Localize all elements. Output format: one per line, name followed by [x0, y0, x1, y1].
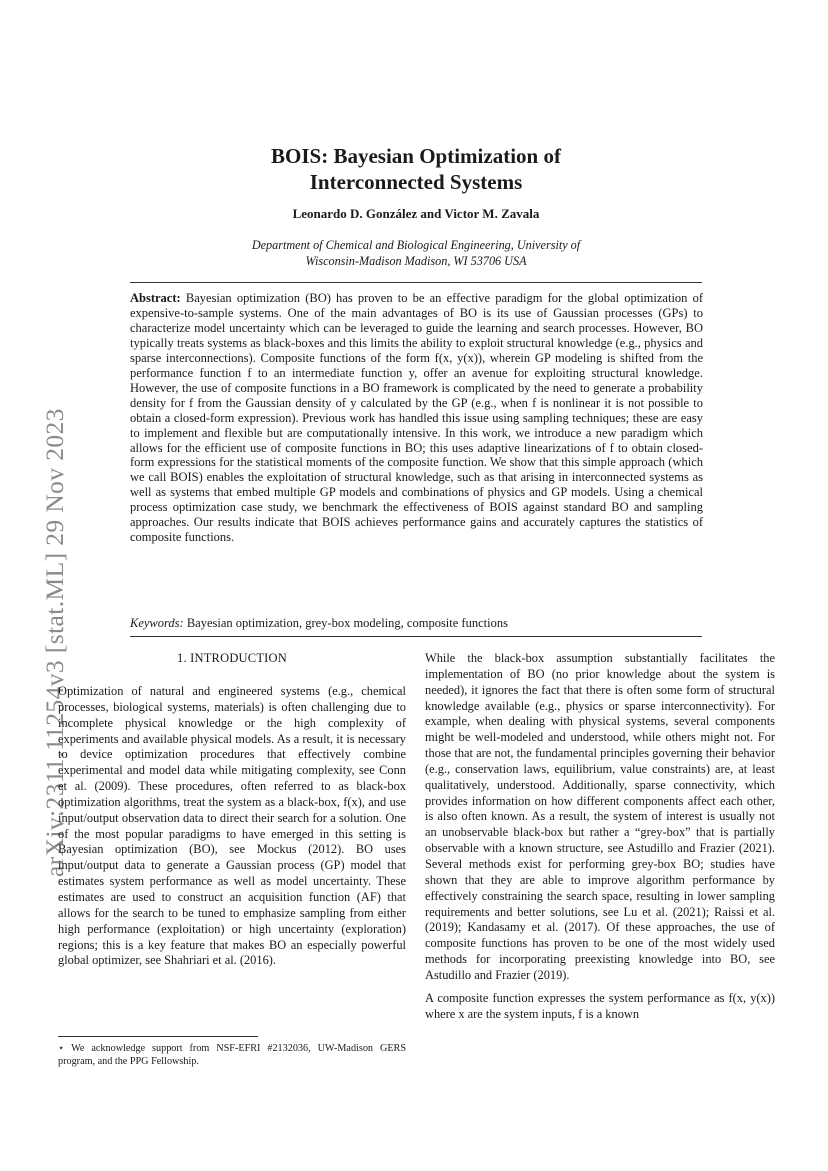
- intro-paragraph: Optimization of natural and engineered systems (e.g., chemical processes, biological systems, materials) is often challenging due to incomplete physical knowledge or the high complexity of experiments and available physical models. As a result, it is necessary to device optimization procedures that effectively combine experimental and model data while mitigating complexity, see Conn et al. (2009). These procedures, often referred to as black-box optimization algorithms, treat the system as a black-box, f(x), and use input/output observation data to direct their search for a solution. One of the most popular paradigms to have emerged in this setting is Bayesian optimization (BO), see Mockus (2012). BO uses input/output data to generate a Gaussian process (GP) model that estimates system performance as well as model uncertainty. These estimates are used to construct an acquisition function (AF) that allows for the search to be tuned to emphasize sampling from either high performance (exploitation) or high uncertainty (exploration) regions; this is a key feature that makes BO an especially powerful global optimizer, see Shahriari et al. (2016).: [58, 684, 406, 968]
- left-column: [58, 651, 406, 969]
- body-paragraph: While the black-box assumption substantially facilitates the implementation of BO (no prior knowledge about the system is needed), it ignores the fact that there is often some form of structural knowledge available (e.g., physics or sparse interconnectivity). For example, when dealing with physical systems, several components might be well-modeled and understood, while others might not. For those that are not, the fundamental principles governing their behavior (e.g., conservation laws, equilibrium, value constraints) are, at least qualitatively, understood. Additionally, sparse connectivity, which provides information on how different components affect each other, is also often known. As a result, the system of interest is usually not an unobservable black-box but rather a “grey-box” that is partially observable with a known structure, see Astudillo and Frazier (2021). Several methods exist for performing grey-box BO; studies have shown that they are able to improve algorithm performance by effectively constraining the search space, resulting in lower sampling requirements and better solutions, see Lu et al. (2021); Raissi et al. (2019); Kandasamy et al. (2017). Of these approaches, the use of composite functions has proven to be one of the most widely used methods for incorporating preexisting knowledge into BO, see Astudillo and Frazier (2019).: [425, 651, 775, 982]
- paper-title: [130, 143, 702, 195]
- affiliation: [150, 237, 682, 269]
- body-paragraph: A composite function expresses the system performance as f(x, y(x)) where x are the system inputs, f is a known: [425, 990, 775, 1021]
- abstract-label: Abstract:: [130, 291, 181, 305]
- title-line: Interconnected Systems: [309, 170, 523, 194]
- keywords: [130, 616, 702, 631]
- keywords-text: Bayesian optimization, grey-box modeling, composite functions: [186, 616, 508, 630]
- footnote: ⋆ We acknowledge support from NSF-EFRI #2132036, UW-Madison GERS program, and the PPG Fellowship.: [58, 1043, 406, 1067]
- right-column: [425, 651, 775, 1022]
- title-line: BOIS: Bayesian Optimization of: [271, 144, 561, 168]
- abstract: [130, 291, 703, 545]
- footnote-rule: [58, 1036, 258, 1037]
- abstract-top-rule: [130, 282, 702, 283]
- arxiv-identifier-stamp: arXiv:2311.11254v3 [stat.ML] 29 Nov 2023: [40, 408, 69, 877]
- section-heading: 1. INTRODUCTION: [177, 651, 287, 665]
- abstract-bottom-rule: [130, 636, 702, 637]
- abstract-text: Bayesian optimization (BO) has proven to be an effective paradigm for the global optimization of expensive-to-sample systems. One of the main advantages of BO is its use of Gaussian processes (GPs) to characterize model uncertainty which can be leveraged to guide the learning and search processes. However, BO typically treats systems as black-boxes and this limits the ability to exploit structural knowledge (e.g., physics and sparse interconnections). Composite functions of the form f(x, y(x)), wherein GP modeling is shifted from the performance function f to an intermediate function y, offer an avenue for exploiting structural knowledge. However, the use of composite functions in a BO framework is complicated by the need to generate a probability density for f from the Gaussian density of y calculated by the GP (e.g., when f is nonlinear it is not possible to obtain a closed-form expression). Previous work has handled this issue using sampling techniques; these are easy to implement and flexible but are computationally intensive. In this work, we introduce a new paradigm which allows for the efficient use of composite functions in BO; this uses adaptive linearizations of f to obtain closed-form expressions for the statistical moments of the composite function. We show that this simple approach (which we call BOIS) enables the exploitation of structural knowledge, such as that arising in interconnected systems as well as systems that embed multiple GP models and combinations of physics and GP models. Using a chemical process optimization case study, we benchmark the effectiveness of BOIS against standard BO and sampling approaches. Our results indicate that BOIS achieves performance gains and accurately captures the statistics of composite functions.: [130, 291, 703, 545]
- affiliation-line: Department of Chemical and Biological Engineering, University of: [251, 238, 581, 252]
- keywords-label: Keywords:: [130, 616, 184, 630]
- author-list: Leonardo D. González and Victor M. Zavala: [292, 206, 540, 221]
- affiliation-line: Wisconsin-Madison Madison, WI 53706 USA: [305, 254, 527, 268]
